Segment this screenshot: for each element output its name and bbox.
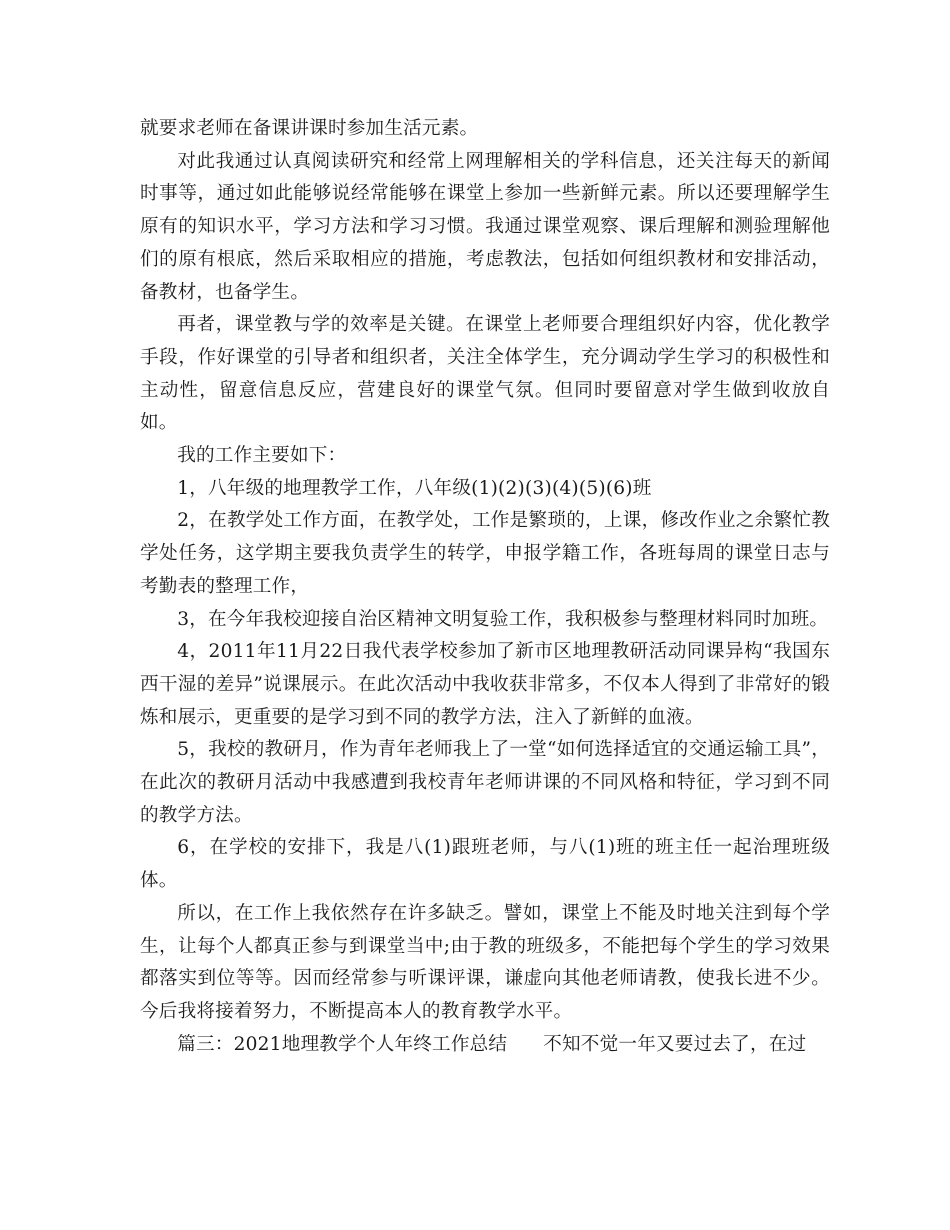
paragraph-3: 再者，课堂教与学的效率是关键。在课堂上老师要合理组织好内容，优化教学手段，作好课堂的引导者和组织者，关注全体学生，充分调动学生学习的积极性和主动性，留意信息反应，营建良好的课堂气氛。但同时要留意对学生做到收放自如。 bbox=[140, 314, 830, 434]
paragraph-1: 就要求老师在备课讲课时参加生活元素。 bbox=[140, 118, 479, 139]
paragraph-7: 3，在今年我校迎接自治区精神文明复验工作，我积极参与整理材料同时加班。 bbox=[177, 608, 829, 630]
document-body bbox=[140, 113, 830, 1061]
paragraph-6: 2，在教学处工作方面，在教学处，工作是繁琐的，上课，修改作业之余繁忙教学处任务，这学期主要我负责学生的转学，申报学籍工作，各班每周的课堂日志与考勤表的整理工作， bbox=[140, 510, 830, 597]
section-heading: 篇三：2021地理教学个人年终工作总结 bbox=[177, 1033, 508, 1055]
section-continuation: 不知不觉一年又要过去了，在过 bbox=[543, 1033, 807, 1055]
paragraph-11: 所以，在工作上我依然存在许多缺乏。譬如，课堂上不能及时地关注到每个学生，让每个人都真正参与到课堂当中;由于教的班级多，不能把每个学生的学习效果都落实到位等等。因而经常参与听课评课，谦虚向其他老师请教，使我长进不少。今后我将接着努力，不断提高本人的教育教学水平。 bbox=[140, 902, 830, 1022]
paragraph-9: 5，我校的教研月，作为青年老师我上了一堂“如何选择适宜的交通运输工具”，在此次的教研月活动中我感遭到我校青年老师讲课的不同风格和特征，学习到不同的教学方法。 bbox=[140, 739, 830, 826]
paragraph-8: 4，2011年11月22日我代表学校参加了新市区地理教研活动同课异构“我国东西干湿的差异”说课展示。在此次活动中我收获非常多，不仅本人得到了非常好的锻炼和展示，更重要的是学习到不同的教学方法，注入了新鲜的血液。 bbox=[140, 641, 830, 728]
paragraph-5: 1，八年级的地理教学工作，八年级(1)(2)(3)(4)(5)(6)班 bbox=[177, 477, 652, 499]
paragraph-10: 6，在学校的安排下，我是八(1)跟班老师，与八(1)班的班主任一起治理班级体。 bbox=[140, 837, 830, 892]
paragraph-4: 我的工作主要如下： bbox=[177, 445, 347, 467]
paragraph-12 bbox=[140, 1029, 830, 1062]
paragraph-2: 对此我通过认真阅读研究和经常上网理解相关的学科信息，还关注每天的新闻时事等，通过如此能够说经常能够在课堂上参加一些新鲜元素。所以还要理解学生原有的知识水平，学习方法和学习习惯。我通过课堂观察、课后理解和测验理解他们的原有根底，然后采取相应的措施，考虑教法，包括如何组织教材和安排活动，备教材，也备学生。 bbox=[140, 150, 830, 303]
